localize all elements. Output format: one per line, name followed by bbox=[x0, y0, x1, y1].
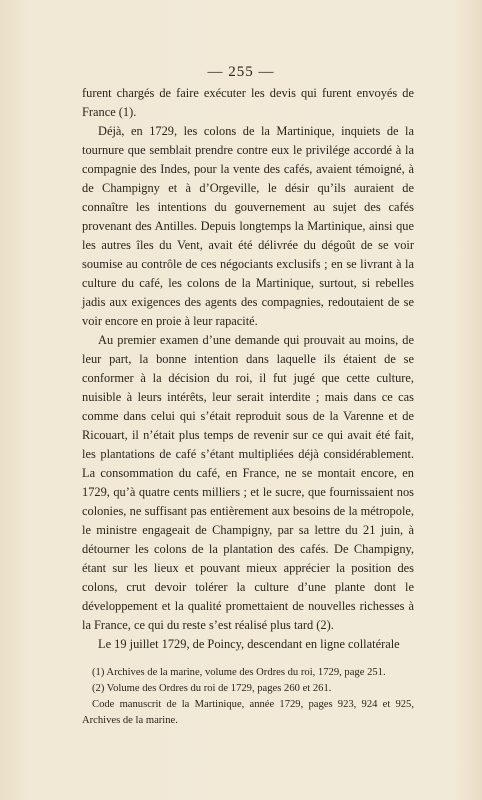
page-number: — 255 — bbox=[207, 64, 275, 80]
main-text bbox=[82, 84, 414, 654]
paragraph: Déjà, en 1729, les colons de la Martinique, inquiets de la tournure que semblait prendre contre eux le privilége accordé à la compagnie des Indes, pour la vente des cafés, avaient témoigné, à de Champigny et à d’Orgeville, le désir qu’ils auraient de connaître les intentions du gouvernement au sujet des cafés provenant des Antilles. Depuis longtemps la Martinique, ainsi que les autres îles du Vent, avait été délivrée du dégoût de se voir soumise au contrôle de ces négociants exclusifs ; en se livrant à la culture du café, les colons de la Martinique, surtout, si rebelles jadis aux exigences des agents des compagnies, redoutaient de se voir encore en proie à leur rapacité. bbox=[82, 124, 414, 328]
paragraph-continuation: furent chargés de faire exécuter les devis qui furent envoyés de France (1). bbox=[82, 86, 414, 119]
footnote: Code manuscrit de la Martinique, année 1729, pages 923, 924 et 925, Archives de la marine. bbox=[82, 699, 414, 726]
paragraph: Au premier examen d’une demande qui prouvait au moins, de leur part, la bonne intention dans laquelle ils étaient de se conformer à la décision du roi, il fut jugé que cette culture, nuisible à leurs intérêts, leur serait interdite ; mais dans ce cas comme dans celui qui s’était reproduit sous de la Varenne et de Ricouart, il n’était plus temps de revenir sur ce qui avait été fait, les plantations de café s’étant multipliées déjà considérablement. La consommation du café, en France, ne se montait encore, en 1729, qu’à quatre cents milliers ; et le sucre, que fournissaient nos colonies, ne suffisant pas entièrement aux besoins de la métropole, le ministre engageait de Champigny, par sa lettre du 21 juin, à détourner les colons de la plantation des cafés. De Champigny, étant sur les lieux et pouvant mieux apprécier la position des colons, crut devoir tolérer la culture d’une plante dont le développement et la qualité promettaient de nouvelles richesses à la France, ce qui du reste s’est réalisé plus tard (2). bbox=[82, 333, 414, 632]
footnotes bbox=[82, 665, 414, 729]
footnote: (2) Volume des Ordres du roi de 1729, pages 260 et 261. bbox=[92, 683, 332, 694]
footnote: (1) Archives de la marine, volume des Ordres du roi, 1729, page 251. bbox=[92, 667, 386, 678]
paragraph: Le 19 juillet 1729, de Poincy, descendant en ligne collatérale bbox=[98, 637, 400, 651]
